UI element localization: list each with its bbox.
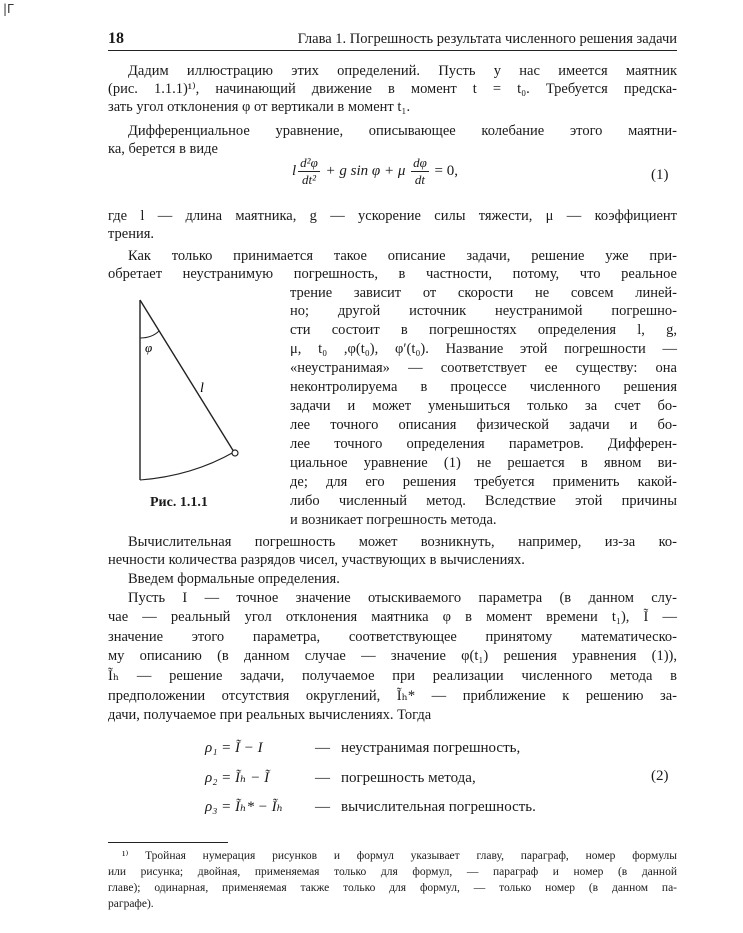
equation-2-row: ρ₂ = Ĩₕ − Ĩ — погрешность метода, xyxy=(205,770,476,786)
text-line: ка, берется в виде xyxy=(108,141,218,157)
equation-2-row: ρ₃ = Ĩₕ* − Ĩₕ — вычислительная погрешность. xyxy=(205,799,536,815)
text-line: задачи и может уменьшиться только за счет бо- xyxy=(290,398,677,414)
pendulum-rod xyxy=(140,300,234,452)
text-line: лее точного определения параметров. Дифферен- xyxy=(290,436,677,452)
footnote-line: раграфе). xyxy=(108,898,154,910)
text-line: значение этого параметра, соответствующее принятому математическо- xyxy=(108,629,677,645)
angle-label: φ xyxy=(145,340,153,355)
pendulum-figure xyxy=(112,290,252,490)
swing-arc xyxy=(140,452,234,480)
text-line: но; другой источник неустранимой погрешно- xyxy=(290,303,677,319)
text-line: Дадим иллюстрацию этих определений. Пусть у нас имеется маятник xyxy=(128,63,677,79)
text-line: чае — реальный угол отклонения маятника φ в момент времени t₁), Ĩ — xyxy=(108,609,677,625)
page-header xyxy=(108,28,677,51)
footnote-rule xyxy=(108,842,228,843)
text-line: трения. xyxy=(108,226,155,242)
text-line: Введем формальные определения. xyxy=(128,571,340,587)
text-line: Пусть I — точное значение отыскиваемого параметра (в данном слу- xyxy=(128,590,677,606)
equation-number: (2) xyxy=(651,768,669,784)
text-line: дачи, получаемое при реальных вычислениях. Тогда xyxy=(108,707,432,723)
footnote-line: главе); одинарная, применяемая также только для формул, — только номер (в данном па- xyxy=(108,882,677,894)
text-line: де; для его решения требуется применить какой- xyxy=(290,474,677,490)
text-line: зать угол отклонения φ от вертикали в момент t₁. xyxy=(108,99,411,115)
text-line: трение зависит от скорости не совсем линей- xyxy=(290,285,677,301)
text-line: циальное уравнение (1) не решается в явном ви- xyxy=(290,455,677,471)
equation-1: l $\frac{\text{d²φ}}{\text{dt²}}$ + g sin φ + μ $\frac{d\varphi}{dt}$ = 0, xyxy=(292,155,459,187)
text-line: (рис. 1.1.1)¹⁾, начинающий движение в момент t = t₀. Требуется предска- xyxy=(108,81,677,97)
page-number: 18 xyxy=(108,30,124,47)
text-line: предположении отсутствия округлений, Ĩₕ* — приближение к решению за- xyxy=(108,688,677,704)
text-line: «неустранимая» — соответствует ее существу: она xyxy=(290,360,677,376)
angle-arc xyxy=(140,331,159,338)
footnote-line: или рисунка; двойная, применяемая только для формул, — параграф и номер (в данной xyxy=(108,866,677,878)
text-line: и возникает погрешность метода. xyxy=(290,512,497,528)
length-label: l xyxy=(200,381,204,396)
text-line: Вычислительная погрешность может возникнуть, например, из-за ко- xyxy=(128,534,677,550)
text-line: сти состоит в погрешностях определения l, g, xyxy=(290,322,677,338)
equation-number: (1) xyxy=(651,167,669,183)
text-line: Дифференциальное уравнение, описывающее колебание этого маятни- xyxy=(128,123,677,139)
equation-2-row: ρ₁ = Ĩ − I — неустранимая погрешность, xyxy=(205,740,521,756)
text-line: Ĩₕ — решение задачи, получаемое при реализации численного метода в xyxy=(108,668,677,684)
text-line: лее точного описания физической задачи и бо- xyxy=(290,417,677,433)
text-line: где l — длина маятника, g — ускорение силы тяжести, μ — коэффициент xyxy=(108,208,677,224)
text-line: Как только принимается такое описание задачи, решение уже при- xyxy=(128,248,677,264)
pendulum-bob xyxy=(232,450,238,456)
corner-mark: |Г xyxy=(3,2,15,16)
text-line: му описанию (в данном случае — значение φ(t₁) решения уравнения (1)), xyxy=(108,648,677,664)
chapter-title: Глава 1. Погрешность результата численного решения задачи xyxy=(297,31,677,47)
text-line: неконтролируема в процессе численного решения xyxy=(290,379,677,395)
text-line: μ, t₀ ,φ(t₀), φ′(t₀). Название этой погрешности — xyxy=(290,341,677,357)
text-line: либо численный метод. Вследствие этой причины xyxy=(290,493,677,509)
figure-caption: Рис. 1.1.1 xyxy=(150,495,208,510)
text-line: обретает неустранимую погрешность, в частности, потому, что реальное xyxy=(108,266,677,282)
text-line: нечности количества разрядов чисел, участвующих в вычислениях. xyxy=(108,552,525,568)
footnote-line: ¹⁾ Тройная нумерация рисунков и формул указывает главу, параграф, номер формулы xyxy=(122,850,677,862)
